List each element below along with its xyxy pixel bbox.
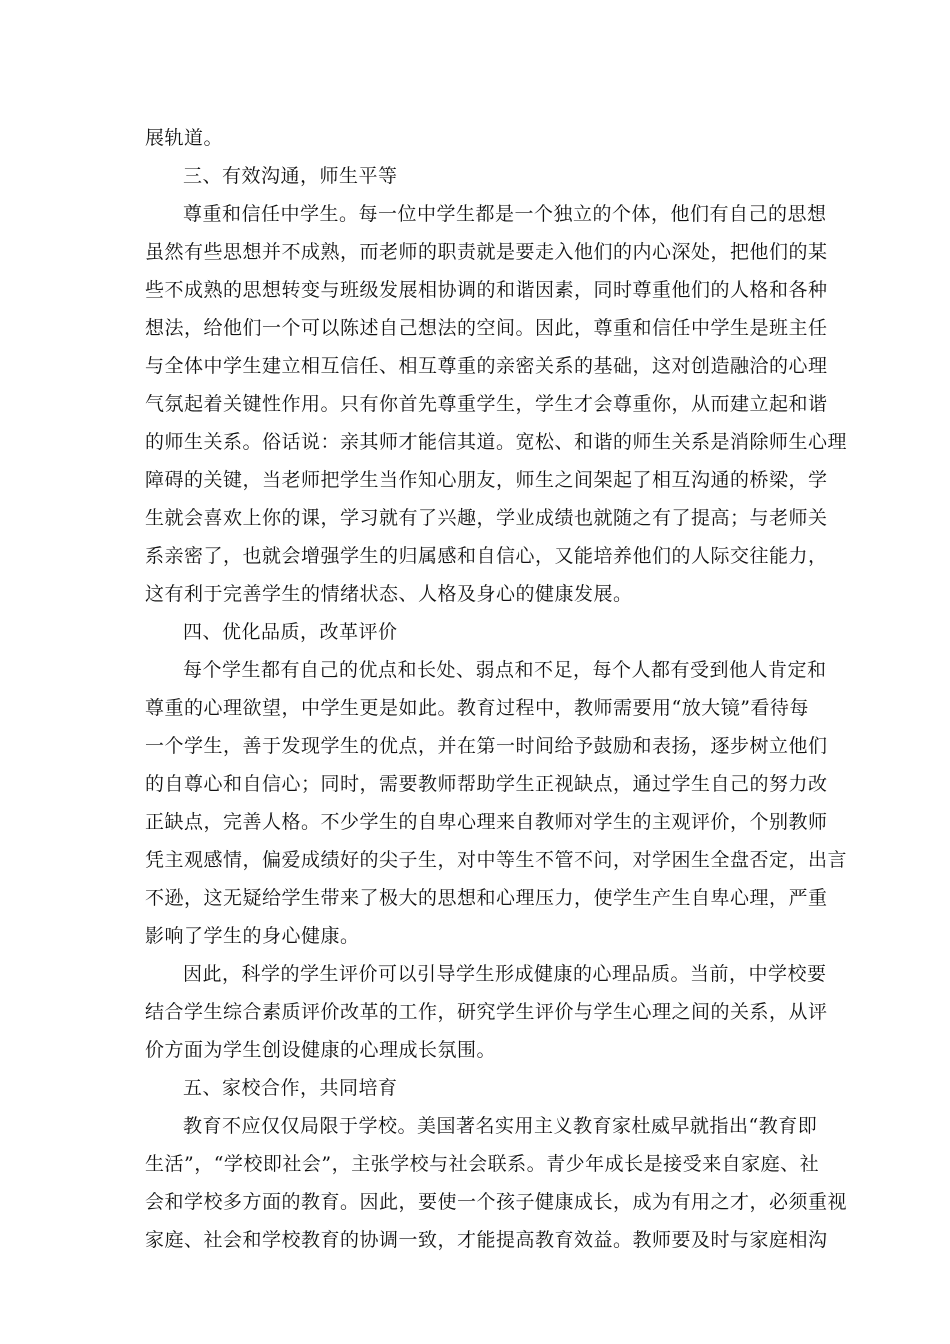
paragraph-line: 结合学生综合素质评价改革的工作，研究学生评价与学生心理之间的关系，从评 bbox=[145, 1001, 828, 1023]
paragraph-line: 与全体中学生建立相互信任、相互尊重的亲密关系的基础，这对创造融洽的心理 bbox=[145, 355, 828, 377]
paragraph-line: 家庭、社会和学校教育的协调一致，才能提高教育效益。教师要及时与家庭相沟 bbox=[145, 1229, 828, 1251]
paragraph-line: 生活”，“学校即社会”，主张学校与社会联系。青少年成长是接受来自家庭、社 bbox=[145, 1153, 820, 1175]
section-heading-4: 四、优化品质，改革评价 bbox=[183, 621, 398, 643]
paragraph-line: 教育不应仅仅局限于学校。美国著名实用主义教育家杜威早就指出“教育即 bbox=[183, 1115, 818, 1137]
paragraph-line: 系亲密了，也就会增强学生的归属感和自信心，又能培养他们的人际交往能力， bbox=[145, 545, 828, 567]
paragraph-line: 障碍的关键，当老师把学生当作知心朋友，师生之间架起了相互沟通的桥梁，学 bbox=[145, 469, 828, 491]
paragraph-line: 会和学校多方面的教育。因此，要使一个孩子健康成长，成为有用之才，必须重视 bbox=[145, 1191, 848, 1213]
paragraph-line: 虽然有些思想并不成熟，而老师的职责就是要走入他们的内心深处，把他们的某 bbox=[145, 241, 828, 263]
paragraph-line: 凭主观感情，偏爱成绩好的尖子生，对中等生不管不问，对学困生全盘否定，出言 bbox=[145, 849, 848, 871]
paragraph-line: 尊重和信任中学生。每一位中学生都是一个独立的个体，他们有自己的思想 bbox=[183, 203, 827, 225]
section-heading-5: 五、家校合作，共同培育 bbox=[183, 1077, 398, 1099]
paragraph-line: 尊重的心理欲望，中学生更是如此。教育过程中，教师需要用“放大镜”看待每 bbox=[145, 697, 809, 719]
paragraph-line: 一个学生，善于发现学生的优点，并在第一时间给予鼓励和表扬，逐步树立他们 bbox=[145, 735, 828, 757]
paragraph-line: 想法，给他们一个可以陈述自己想法的空间。因此，尊重和信任中学生是班主任 bbox=[145, 317, 828, 339]
paragraph-line: 影响了学生的身心健康。 bbox=[145, 925, 360, 947]
paragraph-line: 不逊，这无疑给学生带来了极大的思想和心理压力，使学生产生自卑心理，严重 bbox=[145, 887, 828, 909]
paragraph-line: 生就会喜欢上你的课，学习就有了兴趣，学业成绩也就随之有了提高；与老师关 bbox=[145, 507, 828, 529]
paragraph-line: 这有利于完善学生的情绪状态、人格及身心的健康发展。 bbox=[145, 583, 633, 605]
paragraph-line: 价方面为学生创设健康的心理成长氛围。 bbox=[145, 1039, 497, 1061]
paragraph-continuation-line: 展轨道。 bbox=[145, 127, 224, 149]
section-heading-3: 三、有效沟通，师生平等 bbox=[183, 165, 398, 187]
paragraph-line: 每个学生都有自己的优点和长处、弱点和不足，每个人都有受到他人肯定和 bbox=[183, 659, 827, 681]
paragraph-line: 因此，科学的学生评价可以引导学生形成健康的心理品质。当前，中学校要 bbox=[183, 963, 827, 985]
paragraph-line: 气氛起着关键性作用。只有你首先尊重学生，学生才会尊重你，从而建立起和谐 bbox=[145, 393, 828, 415]
paragraph-line: 正缺点，完善人格。不少学生的自卑心理来自教师对学生的主观评价，个别教师 bbox=[145, 811, 828, 833]
paragraph-line: 的自尊心和自信心；同时，需要教师帮助学生正视缺点，通过学生自己的努力改 bbox=[145, 773, 828, 795]
paragraph-line: 些不成熟的思想转变与班级发展相协调的和谐因素，同时尊重他们的人格和各种 bbox=[145, 279, 828, 301]
paragraph-line: 的师生关系。俗话说：亲其师才能信其道。宽松、和谐的师生关系是消除师生心理 bbox=[145, 431, 848, 453]
